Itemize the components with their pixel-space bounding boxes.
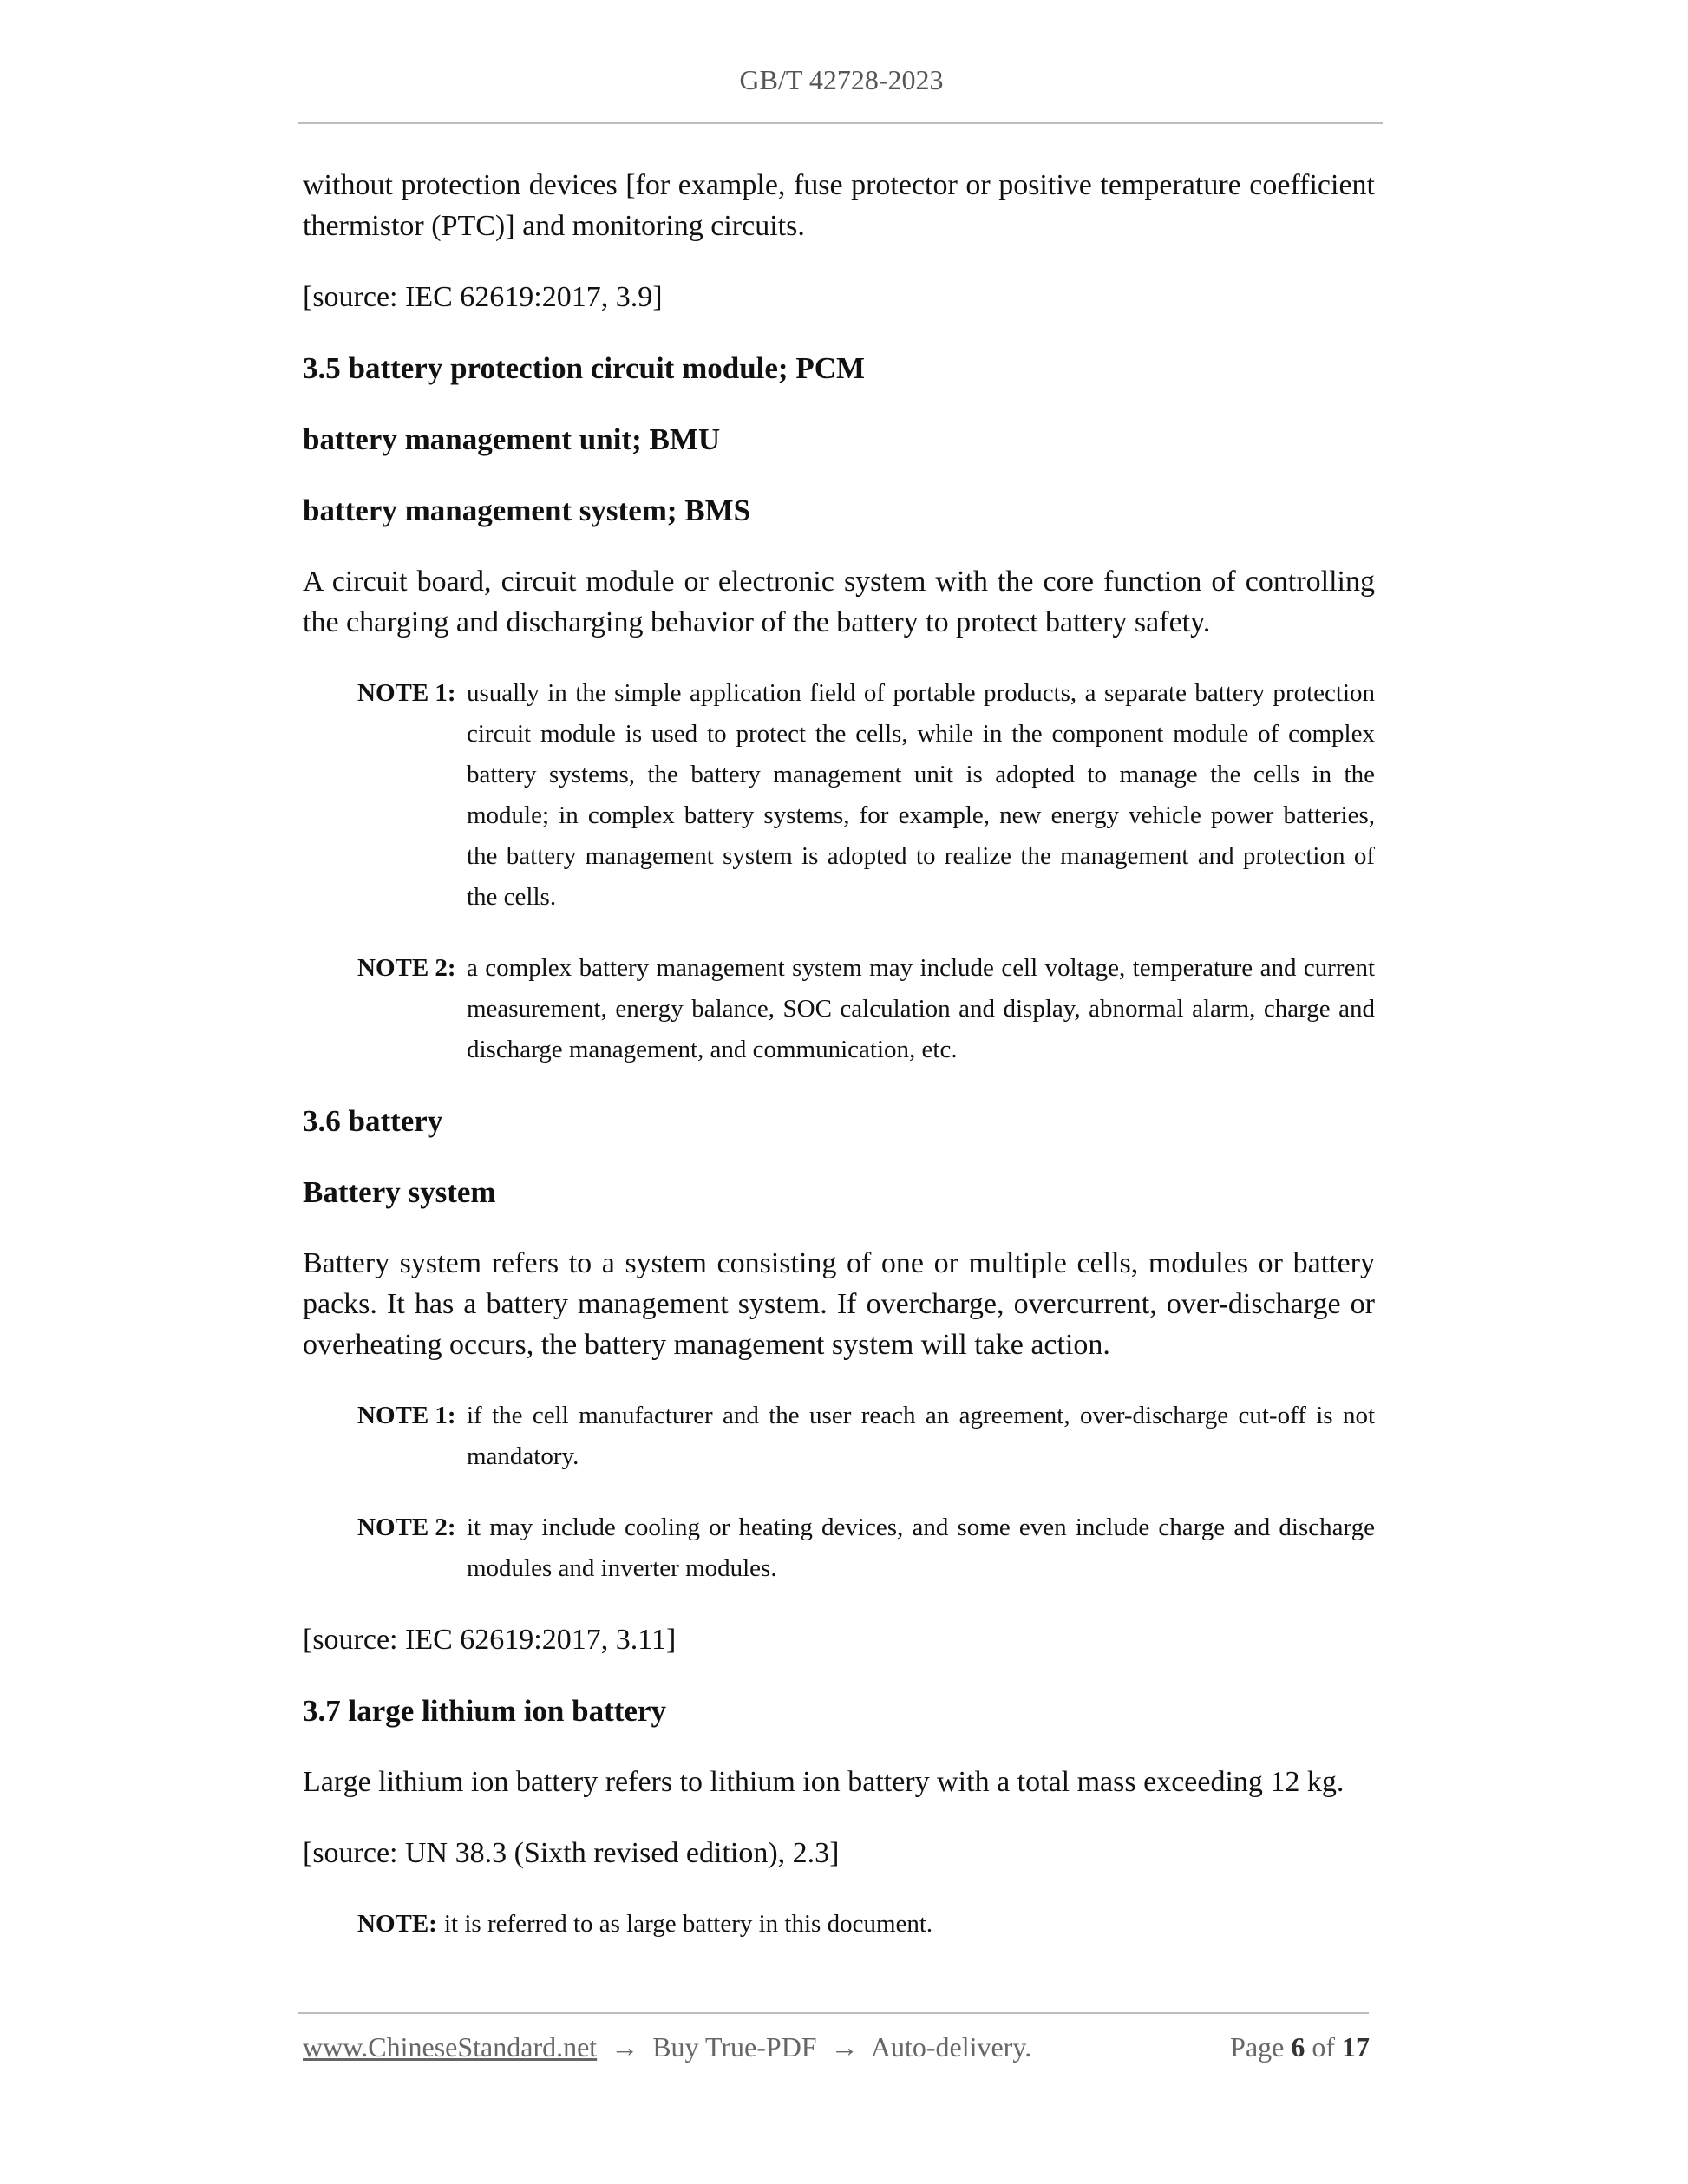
section-heading-3-7: 3.7 large lithium ion battery	[303, 1694, 666, 1728]
term-alternative-bms: battery management system; BMS	[303, 494, 751, 527]
note-label: NOTE 1:	[357, 679, 456, 707]
footer-promo	[303, 2031, 1031, 2063]
source-reference: [source: UN 38.3 (Sixth revised edition), 2.3]	[303, 1837, 840, 1869]
page-indicator: Page 6 of 17	[1230, 2031, 1370, 2063]
term-alternative-battery-system: Battery system	[303, 1175, 496, 1209]
note-text: it may include cooling or heating devices, and some even include charge and discharge modules and inverter modules.	[467, 1514, 1375, 1582]
definition-3-6: Battery system refers to a system consisting of one or multiple cells, modules or battery packs. It has a battery management system. If overcharge, overcurrent, over-discharge or overheating occurs, the battery management system will take action.	[303, 1247, 1375, 1361]
arrow-right-icon: →	[611, 2031, 639, 2063]
page-total: 17	[1342, 2031, 1370, 2063]
note-3-7	[357, 1904, 1375, 1945]
arrow-right-icon: →	[830, 2031, 859, 2063]
note-3-6-2	[357, 1507, 1375, 1589]
note-text: usually in the simple application field of portable products, a separate battery protection circuit module is used to protect the cells, while in the component module of complex battery systems, the battery management unit is adopted to manage the cells in the module; in complex battery systems, for example, new energy vehicle power batteries, the battery management system is adopted to realize the management and protection of the cells.	[467, 679, 1375, 911]
note-label: NOTE:	[357, 1910, 437, 1938]
section-heading-3-6: 3.6 battery	[303, 1104, 443, 1138]
site-link[interactable]: www.ChineseStandard.net	[303, 2031, 598, 2063]
note-label: NOTE 2:	[357, 1514, 456, 1541]
paragraph-continuation: without protection devices [for example, fuse protector or positive temperature coefficient thermistor (PTC)] and monitoring circuits.	[303, 169, 1375, 242]
term-alternative-bmu: battery management unit; BMU	[303, 422, 721, 456]
note-3-5-2	[357, 948, 1375, 1070]
note-label: NOTE 2:	[357, 954, 456, 982]
delivery-text: Auto-delivery.	[870, 2031, 1032, 2063]
footer-divider	[298, 2012, 1369, 2014]
page-footer	[303, 2031, 1370, 2063]
document-header: GB/T 42728-2023	[739, 64, 944, 95]
source-reference: [source: IEC 62619:2017, 3.9]	[303, 281, 663, 313]
page-current: 6	[1291, 2031, 1305, 2063]
note-text: if the cell manufacturer and the user reach an agreement, over-discharge cut-off is not mandatory.	[467, 1402, 1375, 1470]
note-text: a complex battery management system may include cell voltage, temperature and current measurement, energy balance, SOC calculation and display, abnormal alarm, charge and discharge management, and communication, etc.	[467, 954, 1375, 1063]
definition-3-7: Large lithium ion battery refers to lithium ion battery with a total mass exceeding 12 kg.	[303, 1766, 1345, 1798]
buy-text: Buy True-PDF	[652, 2031, 817, 2063]
section-heading-3-5: 3.5 battery protection circuit module; PCM	[303, 351, 866, 385]
note-3-5-1	[357, 673, 1375, 918]
note-3-6-1	[357, 1396, 1375, 1477]
source-reference: [source: IEC 62619:2017, 3.11]	[303, 1624, 677, 1656]
definition-3-5: A circuit board, circuit module or electronic system with the core function of controlling the charging and discharging behavior of the battery to protect battery safety.	[303, 566, 1375, 638]
header-divider	[298, 122, 1383, 124]
note-text: it is referred to as large battery in this document.	[444, 1910, 933, 1938]
document-body	[303, 165, 1375, 1945]
note-label: NOTE 1:	[357, 1402, 456, 1429]
